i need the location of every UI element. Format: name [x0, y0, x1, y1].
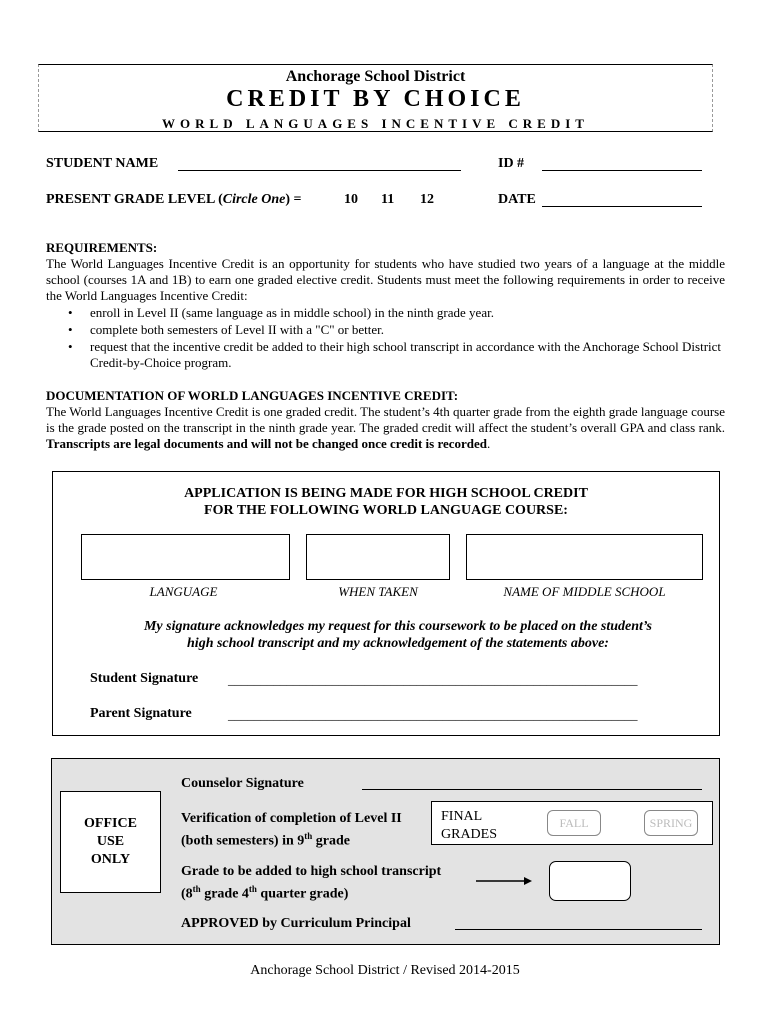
- when-taken-input[interactable]: [306, 534, 450, 580]
- requirements-list: [68, 305, 725, 371]
- district-name: Anchorage School District: [285, 68, 466, 85]
- acknowledgement-line-2: high school transcript and my acknowledgement of the statements above:: [187, 636, 609, 651]
- list-item: • request that the incentive credit be added to their high school transcript in accordance with the Anchorage School District Credit-by-Choice program.: [68, 339, 722, 370]
- id-field[interactable]: [542, 170, 702, 171]
- grade-added-line-1: Grade to be added to high school transcript: [181, 864, 442, 879]
- final-grades-label-1: FINAL: [441, 809, 483, 824]
- grade-added-line-2: (8th grade 4th quarter grade): [181, 884, 349, 902]
- language-label: LANGUAGE: [149, 584, 218, 599]
- id-label: ID #: [498, 156, 525, 171]
- middle-school-label: NAME OF MIDDLE SCHOOL: [503, 584, 666, 599]
- list-item: • enroll in Level II (same language as in middle school) in the ninth grade year.: [68, 305, 494, 320]
- acknowledgement-line-1: My signature acknowledges my request for this coursework to be placed on the student’s: [143, 619, 653, 634]
- footer-text: Anchorage School District / Revised 2014-2015: [250, 963, 520, 978]
- transcript-grade-field[interactable]: [549, 861, 631, 901]
- verification-line-1: Verification of completion of Level II: [181, 811, 402, 826]
- application-heading-1: APPLICATION IS BEING MADE FOR HIGH SCHOOL CREDIT: [184, 486, 588, 501]
- office-use-line-3: ONLY: [90, 852, 131, 867]
- page-subtitle: WORLD LANGUAGES INCENTIVE CREDIT: [162, 116, 589, 131]
- requirements-heading: REQUIREMENTS:: [46, 240, 158, 255]
- list-item: • complete both semesters of Level II with a "C" or better.: [68, 322, 384, 337]
- middle-school-input[interactable]: [466, 534, 703, 580]
- grade-option-11[interactable]: 11: [381, 192, 395, 207]
- counselor-signature-field[interactable]: [362, 789, 702, 790]
- arrow-right-icon: [474, 874, 534, 888]
- fall-grade-field[interactable]: FALL: [547, 810, 601, 836]
- counselor-signature-label: Counselor Signature: [181, 776, 304, 791]
- requirements-body: The World Languages Incentive Credit is an opportunity for students who have studied two years of a language at the middle school (courses 1A and 1B) to earn one graded elective credit. Students must meet the following requirements in order to receive the World Languages Incentive Credit:: [46, 256, 725, 303]
- student-signature-line[interactable]: _______________________________________________________________: [228, 672, 638, 687]
- application-heading-2: FOR THE FOLLOWING WORLD LANGUAGE COURSE:: [204, 503, 568, 518]
- student-name-label: STUDENT NAME: [46, 156, 159, 171]
- parent-signature-line[interactable]: _______________________________________________________________: [228, 707, 638, 722]
- final-grades-label-2: GRADES: [441, 827, 498, 842]
- student-name-field[interactable]: [178, 170, 461, 171]
- language-input[interactable]: [81, 534, 290, 580]
- office-use-line-1: OFFICE: [84, 816, 137, 831]
- student-signature-label: Student Signature: [90, 671, 199, 686]
- documentation-body: The World Languages Incentive Credit is one graded credit. The student’s 4th quarter grade from the eighth grade language course is the grade posted on the transcript in the ninth grade year. The graded credit will affect the student’s overall GPA and class rank. Transcripts are legal documents and will not be changed once credit is recorded.: [46, 404, 725, 451]
- grade-option-10[interactable]: 10: [344, 192, 358, 207]
- page-title: CREDIT BY CHOICE: [226, 86, 525, 112]
- office-use-line-2: USE: [96, 834, 125, 849]
- parent-signature-label: Parent Signature: [90, 706, 192, 721]
- verification-line-2: (both semesters) in 9th grade: [181, 831, 350, 849]
- when-taken-label: WHEN TAKEN: [338, 584, 418, 599]
- date-field[interactable]: [542, 206, 702, 207]
- grade-option-12[interactable]: 12: [420, 192, 434, 207]
- documentation-heading: DOCUMENTATION OF WORLD LANGUAGES INCENTIVE CREDIT:: [46, 388, 459, 403]
- spring-grade-field[interactable]: SPRING: [644, 810, 698, 836]
- approved-signature-field[interactable]: [455, 929, 702, 930]
- date-label: DATE: [498, 192, 536, 207]
- approved-label: APPROVED by Curriculum Principal: [181, 916, 411, 931]
- grade-level-label: PRESENT GRADE LEVEL (Circle One) =: [46, 192, 302, 207]
